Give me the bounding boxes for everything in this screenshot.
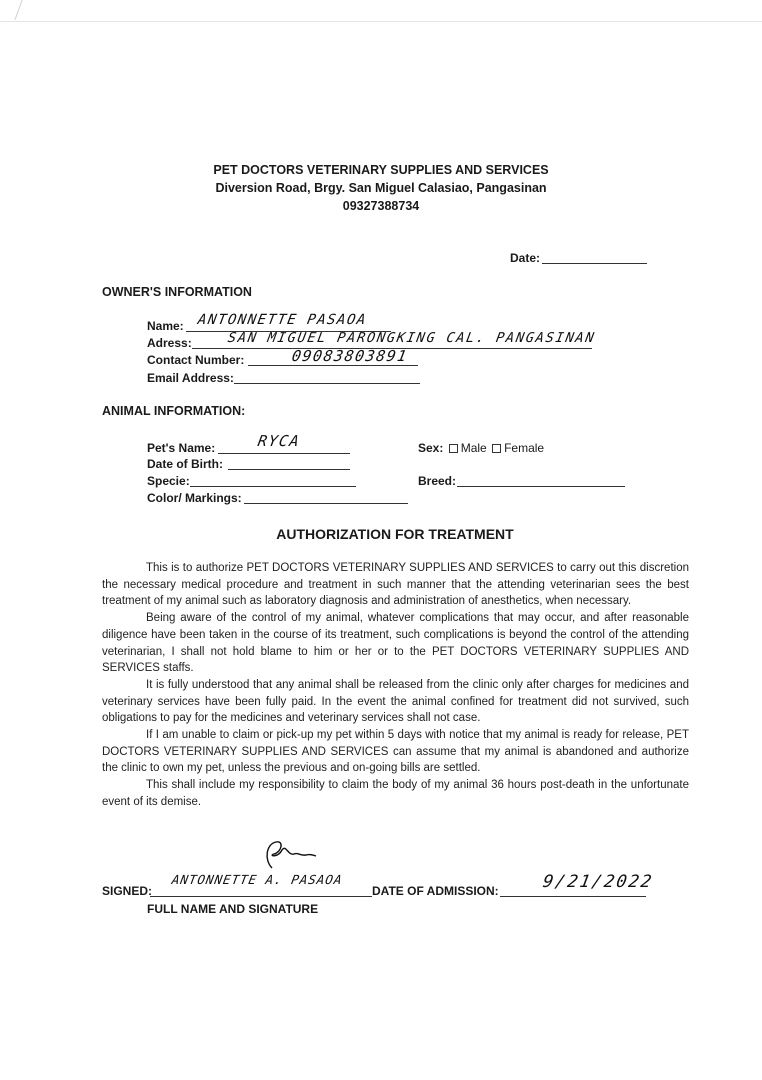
owner-email-label: Email Address:	[147, 371, 234, 385]
sex-male-label: Male	[460, 441, 487, 455]
company-name: PET DOCTORS VETERINARY SUPPLIES AND SERVICES	[213, 163, 549, 177]
authorization-paragraph-1: This is to authorize PET DOCTORS VETERINARY SUPPLIES AND SERVICES to carry out this discretion the necessary medical procedure and treatment in such manner that the attending veterinarian sees the best treatment of my animal such as laboratory diagnosis and administration of anesthetics, when necessary.	[102, 562, 689, 608]
color-markings-field[interactable]	[244, 503, 408, 504]
owner-contact-field[interactable]	[248, 365, 418, 366]
owner-email-field[interactable]	[234, 383, 420, 384]
company-address: Diversion Road, Brgy. San Miguel Calasiao, Pangasinan	[215, 181, 547, 195]
authorization-title: AUTHORIZATION FOR TREATMENT	[276, 526, 514, 542]
owner-address-value: SAN MIGUEL PARONGKING CAL. PANGASINAN	[226, 330, 597, 346]
owner-contact-label: Contact Number:	[147, 353, 245, 367]
pet-name-value: RYCA	[256, 432, 302, 450]
authorization-paragraph-2: Being aware of the control of my animal, whatever complications that may occur, and after reasonable diligence have been taken in the course of its treatment, such complications is beyond the control of the attending veterinarian, I shall not hold blame to him or her or to the PET DOCTORS VETERINARY SUPPLIES AND SERVICES staffs.	[102, 612, 689, 675]
authorization-paragraph-4: If I am unable to claim or pick-up my pet within 5 days with notice that my animal is ready for release, PET DOCTORS VETERINARY SUPPLIES AND SERVICES can assume that my animal is abandoned and authorize the clinic to own my pet, unless the previous and on-going bills are settled.	[102, 729, 689, 775]
breed-label: Breed:	[418, 474, 457, 488]
dob-field[interactable]	[228, 469, 350, 470]
signed-label: SIGNED:	[102, 884, 153, 898]
company-phone: 09327388734	[342, 199, 420, 213]
scan-edge	[0, 0, 762, 22]
animal-section-title: ANIMAL INFORMATION:	[102, 404, 246, 418]
sex-female-label: Female	[504, 441, 545, 455]
breed-field[interactable]	[457, 486, 625, 487]
admission-date-label: DATE OF ADMISSION:	[372, 884, 499, 898]
signed-value: ANTONNETTE A. PASAOA	[170, 872, 344, 887]
signed-field[interactable]	[150, 896, 372, 897]
pet-name-label: Pet's Name:	[147, 441, 216, 455]
date-label: Date:	[510, 251, 541, 265]
owner-section-title: OWNER'S INFORMATION	[102, 285, 252, 299]
owner-contact-value: 09083803891	[290, 347, 410, 365]
dob-label: Date of Birth:	[147, 457, 223, 471]
admission-date-field[interactable]	[500, 896, 646, 897]
sex-label-text: Sex:	[418, 441, 444, 455]
owner-name-label: Name:	[147, 319, 184, 333]
owner-address-label: Adress:	[147, 336, 192, 350]
color-markings-label: Color/ Markings:	[147, 491, 242, 505]
authorization-text	[102, 560, 689, 811]
signature-scribble	[258, 838, 318, 872]
owner-name-value: ANTONNETTE PASAOA	[196, 312, 369, 328]
sex-label	[418, 441, 544, 455]
specie-label: Specie:	[147, 474, 190, 488]
full-name-signature-caption: FULL NAME AND SIGNATURE	[147, 902, 319, 916]
pet-name-field[interactable]	[218, 453, 350, 454]
authorization-paragraph-5: This shall include my responsibility to claim the body of my animal 36 hours post-death in the unfortunate event of its demise.	[102, 779, 689, 808]
authorization-paragraph-3: It is fully understood that any animal shall be released from the clinic only after charges for medicines and veterinary services have been fully paid. In the event the animal confined for treatment did not survived, such obligations to pay for the medicines and veterinary services shall not case.	[102, 678, 689, 725]
admission-date-value: 9/21/2022	[541, 872, 655, 892]
date-field[interactable]	[542, 263, 647, 264]
specie-field[interactable]	[190, 486, 356, 487]
sex-male-checkbox[interactable]	[449, 444, 458, 453]
sex-female-checkbox[interactable]	[492, 444, 501, 453]
